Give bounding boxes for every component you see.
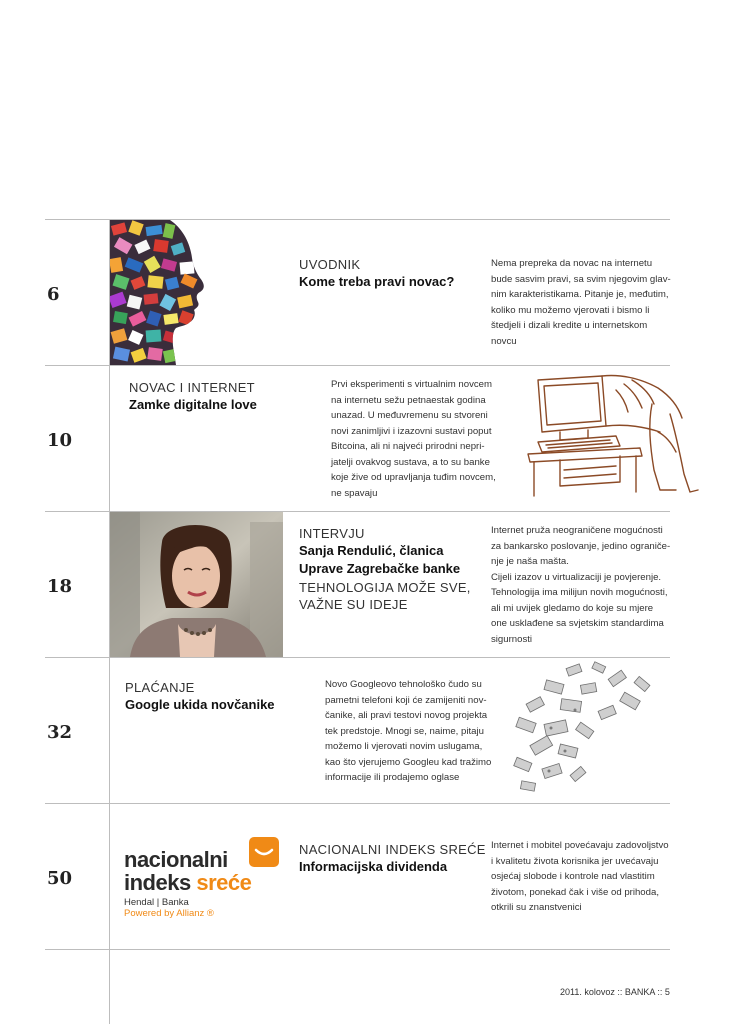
row-divider (45, 803, 670, 804)
page-number: 18 (47, 576, 73, 597)
logo-text-indeks-srece: indeks sreće (124, 870, 252, 895)
article-category: INTERVJU (299, 526, 365, 541)
article-category: NACIONALNI INDEKS SREĆE (299, 842, 486, 857)
article-category: UVODNIK (299, 257, 361, 272)
page-footer: 2011. kolovoz :: BANKA :: 5 (560, 987, 670, 997)
article-summary: Nema prepreka da novac na internetu bude sasvim pravi, sa svim njegovim glav- nim karakteristikama. Pitanje je, međutim, koliko mu možemo vjerovati i bismo li štedjeli i dizali kredite u internetskom novcu (491, 258, 671, 347)
interview-portrait-photo (110, 512, 283, 657)
article-title: Zamke digitalne love (129, 397, 257, 412)
article-summary: Internet pruža neograničene mogućnosti za bankarsko poslovanje, jedino ograniče- nje je naša mašta. Cijeli izazov u virtualizaciji je povjerenje. Tehnologija ima milijun novih mogućnosti, ali mi uvijek gledamo do koje su mjere one usklađene sa svjetskim standardima sigurnosti (491, 525, 671, 645)
logo-hendal-banka: Hendal | Banka (124, 897, 189, 908)
logo-text-nacionalni: nacionalni (124, 847, 228, 872)
page-number: 32 (47, 722, 73, 743)
row-divider (45, 365, 670, 366)
article-title: Google ukida novčanike (125, 697, 275, 712)
page-number: 10 (47, 430, 73, 451)
page-number: 6 (47, 284, 60, 305)
article-summary: Novo Googleovo tehnološko čudo su pametni telefoni koji će zamijeniti nov- čanike, ali pravi testovi novog projekta tek predstoje. Mnogi se, naime, pitaju možemo li vjerovati novim uslugama, kao što vjerujemo Googleu kad tražimo informacije ili prodajemo oglase (325, 679, 492, 783)
article-category: NOVAC I INTERNET (129, 380, 255, 395)
row-divider (45, 949, 670, 950)
article-summary: Internet i mobitel povećavaju zadovoljstvo i kvalitetu života korisnika jer uvećavaju osjećaj slobode i kontrole nad vlastitim životom, ponekad čak i više od prihoda, otkrili su znanstvenici (491, 840, 669, 913)
flying-banknotes-illustration (505, 660, 665, 800)
article-title: Sanja Rendulić, članica Uprave Zagrebačke banke (299, 543, 461, 576)
article-summary: Prvi eksperimenti s virtualnim novcem na internetu sežu petnaestak godina unazad. U međuvremenu su stvoreni novi zanimljivi i izazovni sustavi poput Bitcoina, ali ni najveći prirodni nepri- jatelji ovakvog sustava, a to su banke koje žive od upravljanja tuđim novcem, ne spavaju (331, 379, 496, 499)
logo-powered-by: Powered by Allianz ® (124, 908, 214, 919)
computer-sketch-illustration (520, 374, 700, 500)
article-title: Kome treba pravi novac? (299, 274, 455, 289)
article-title: Informacijska dividenda (299, 859, 448, 874)
collage-face-image (110, 220, 210, 365)
smile-logo-badge (249, 837, 279, 867)
article-subtitle: TEHNOLOGIJA MOŽE SVE, VAŽNE SU IDEJE (299, 580, 471, 612)
page-number: 50 (47, 868, 73, 889)
row-divider (45, 657, 670, 658)
article-category: PLAĆANJE (125, 680, 195, 695)
